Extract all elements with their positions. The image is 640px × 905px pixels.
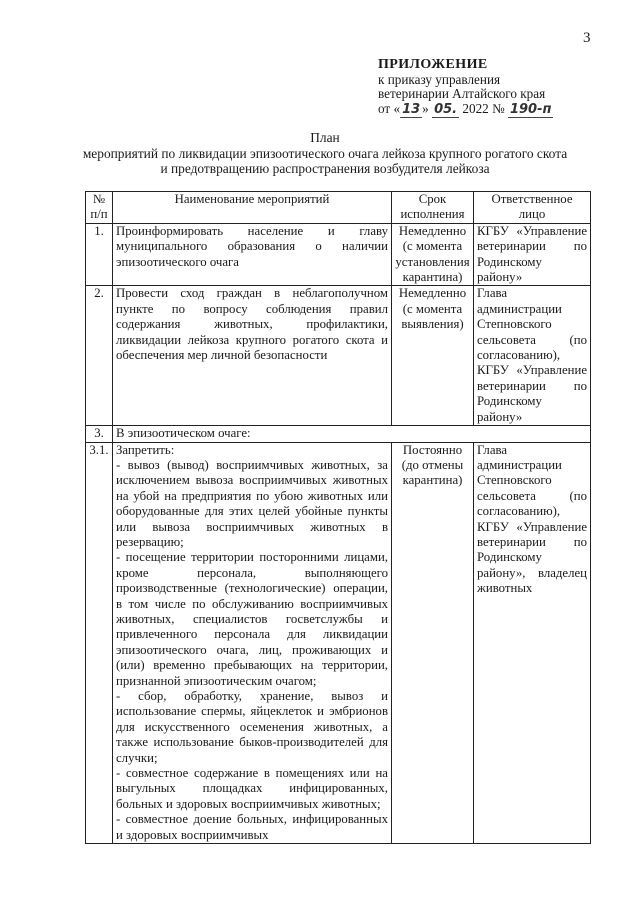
table-row (86, 442, 591, 844)
header-name: Наименование мероприятий (113, 192, 392, 224)
row-responsible: Глава администрации Степновского сельсовета (по согласованию), КГБУ «Управление ветеринарии по Родинскому району», владелец животных (474, 442, 591, 844)
row-responsible: Глава администрации Степновского сельсовета (по согласованию), КГБУ «Управление ветеринарии по Родинскому району» (474, 286, 591, 426)
row-term: Немедленно (с момента установления карантина) (392, 223, 474, 286)
row-term: Постоянно (до отмены карантина) (392, 442, 474, 844)
order-number: 190-п (509, 101, 552, 117)
row-num: 3. (86, 426, 113, 442)
plan-table (85, 191, 591, 844)
order-mid: » (422, 100, 429, 116)
plan-heading (70, 130, 580, 177)
row-num: 2. (86, 286, 113, 426)
row-num: 1. (86, 223, 113, 286)
prohibit-intro: Запретить: (116, 442, 175, 457)
row-name (113, 442, 392, 844)
plan-title: План (310, 130, 340, 145)
table-row (86, 426, 591, 442)
row-num: 3.1. (86, 442, 113, 844)
appendix-block (378, 58, 553, 117)
row-name: В эпизоотическом очаге: (113, 426, 591, 442)
page-number: 3 (583, 30, 591, 46)
prohibit-item: - посещение территории посторонними лицами, кроме персонала, выполняющего производственные (технологические) операции, в том числе по обслуживанию восприимчивых животных, специалистов госветслужбы и привлеченного персонала для ликвидации эпизоотического очага, лиц, проживающих и (или) временно пребывающих на территории, признанной эпизоотическим очагом; (116, 550, 388, 688)
prohibit-item: - вывоз (вывод) восприимчивых животных, за исключением вывоза восприимчивых животных на убой на предприятия по убою животных или оборудованные для этих целей убойные пункты или вывоза восприимчивых животных в резервацию; (116, 457, 388, 549)
appendix-title: ПРИЛОЖЕНИЕ (378, 57, 488, 72)
table-row (86, 223, 591, 286)
plan-subtitle-2: и предотвращению распространения возбудителя лейкоза (160, 161, 490, 176)
appendix-line-2: ветеринарии Алтайского края (378, 86, 546, 101)
row-responsible: КГБУ «Управление ветеринарии по Родинскому району» (474, 223, 591, 286)
table-header-row (86, 192, 591, 224)
row-name: Провести сход граждан в неблагополучном пункте по вопросу соблюдения правил содержания животных, профилактики, ликвидации лейкоза крупного рогатого скота и обеспечения мер личной безопасности (113, 286, 392, 426)
order-month: 05. (434, 101, 458, 117)
header-responsible: Ответственное лицо (474, 192, 591, 224)
header-term: Срок исполнения (392, 192, 474, 224)
table-row (86, 286, 591, 426)
prohibit-item: - совместное содержание в помещениях или на выгульных площадках инфицированных, больных и здоровых восприимчивых животных; (116, 766, 388, 811)
order-prefix: от « (378, 100, 401, 116)
prohibit-item: - сбор, обработку, хранение, вывоз и использование спермы, яйцеклеток и эмбрионов для искусственного осеменения животных, а также использование быков-производителей для случки; (116, 689, 388, 765)
row-term: Немедленно (с момента выявления) (392, 286, 474, 426)
header-num: № п/п (86, 192, 113, 224)
plan-subtitle-1: мероприятий по ликвидации эпизоотического очага лейкоза крупного рогатого скота (82, 145, 568, 161)
appendix-line-1: к приказу управления (378, 71, 501, 87)
order-year: 2022 № (462, 100, 505, 116)
order-line (378, 102, 553, 118)
row-name: Проинформировать население и главу муниципального образования о наличии эпизоотического очага (113, 223, 392, 286)
order-day: 13 (402, 101, 421, 117)
prohibit-item: - совместное доение больных, инфицированных и здоровых восприимчивых (116, 812, 388, 842)
